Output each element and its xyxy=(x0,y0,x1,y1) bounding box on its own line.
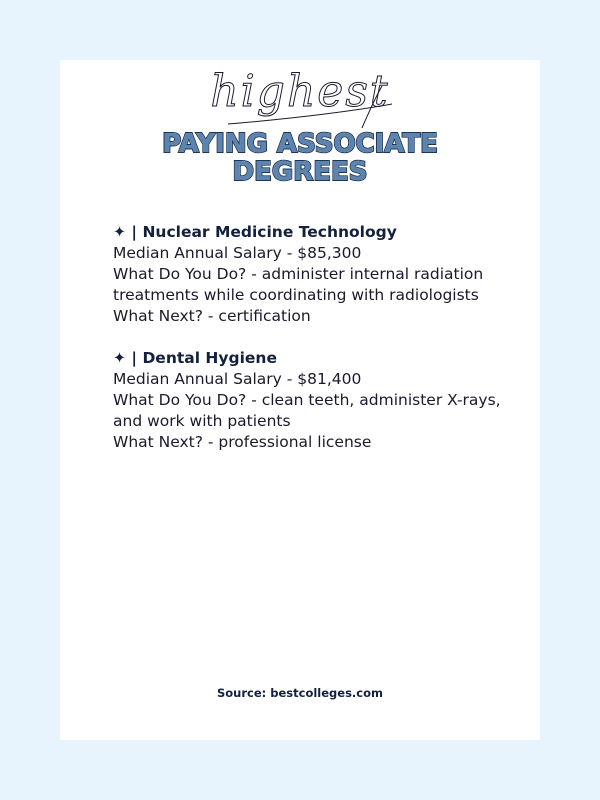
degree-title: ✦ | Nuclear Medicine Technology xyxy=(113,223,397,241)
degree-salary: Median Annual Salary - $81,400 xyxy=(113,370,362,388)
degree-list xyxy=(113,222,513,474)
degree-next-step: What Next? - professional license xyxy=(113,433,372,451)
degree-salary: Median Annual Salary - $85,300 xyxy=(113,244,362,262)
page-title-line-1: PAYING ASSOCIATE xyxy=(162,129,438,159)
degree-duties: What Do You Do? - administer internal radiation treatments while coordinating with radiologists xyxy=(113,265,484,304)
degree-duties: What Do You Do? - clean teeth, administer X-rays, and work with patients xyxy=(113,391,501,430)
degree-next-step: What Next? - certification xyxy=(113,307,311,325)
page-title-line-2: DEGREES xyxy=(232,157,368,187)
degree-entry-dental-hygiene xyxy=(113,348,513,453)
page-title xyxy=(0,130,600,186)
degree-title: ✦ | Dental Hygiene xyxy=(113,349,277,367)
degree-entry-nuclear-medicine xyxy=(113,222,513,327)
source-credit: Source: bestcolleges.com xyxy=(217,686,383,700)
